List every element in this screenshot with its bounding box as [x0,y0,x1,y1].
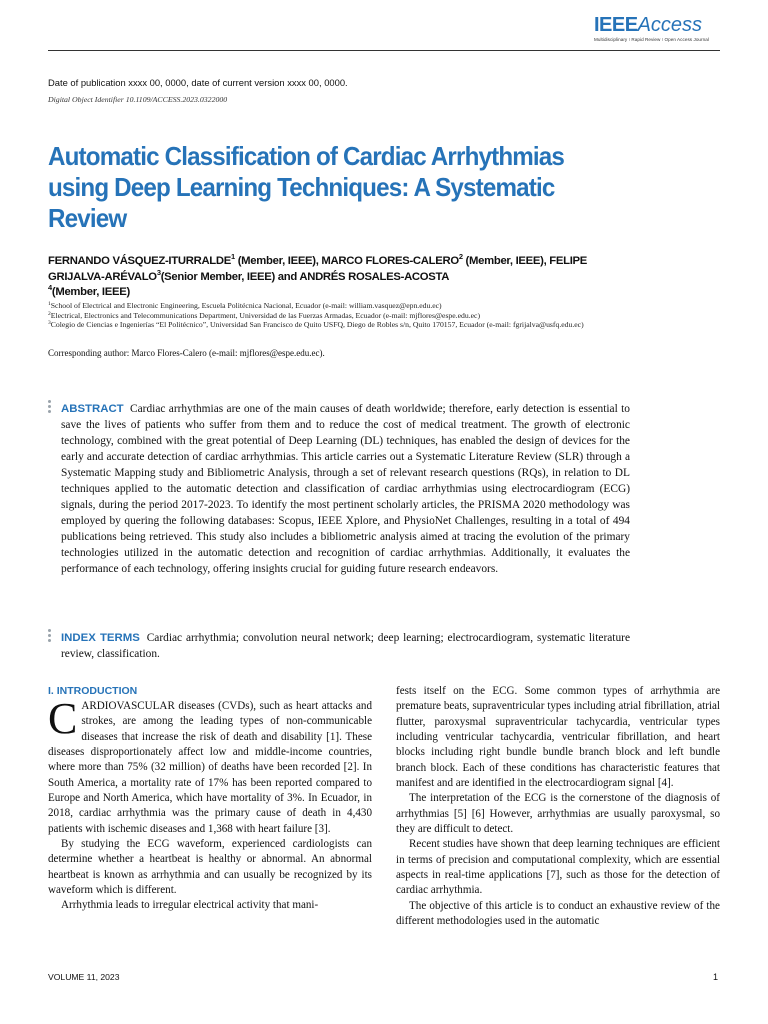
abstract-dots-icon [48,400,51,415]
logo-tagline: Multidisciplinary ⁝ Rapid Review ⁝ Open Access Journal [594,37,709,42]
author-2: (Member, IEEE), MARCO FLORES-CALERO [234,255,459,267]
body-column-right [396,684,720,930]
affiliation-1-text: School of Electrical and Electronic Engineering, Escuela Politécnica Nacional, Ecuador (e-mail: william.vasquez@epn.edu.ec) [50,301,442,310]
affiliation-2-text: Electrical, Electronics and Telecommunications Department, Universidad de las Fuerzas Armadas, Ecuador (e-mail: mjflores@espe.edu.ec) [50,310,481,320]
affiliation-1 [48,301,608,311]
affiliation-3 [48,320,608,330]
index-terms-label: INDEX TERMS [61,632,140,644]
affiliation-2 [48,311,608,321]
publication-date: Date of publication xxxx 00, 0000, date of current version xxxx 00, 0000. [48,77,348,88]
abstract-text: Cardiac arrhythmias are one of the main causes of death worldwide; therefore, early detection is essential to save the lives of patients who suffer from them and to reduce the cost of medical treatment. The growth of electronic technology, combined with the great potential of Deep Learning (DL) techniques, has enabled the design of devices for the early and accurate detection of cardiac arrhythmias. This article carries out a Systematic Literature Review (SLR) through a Systematic Mapping study and Bibliometric Analysis, through a set of relevant research questions (RQs), in relation to DL techniques applied to the automatic detection and classification of cardiac arrhythmias using electrocardiogram (ECG) signals, during the period 2017-2023. To identify the most pertinent scholarly articles, the PRISMA 2020 methodology was employed by quering the following databases: Scopus, IEEE Xplore, and PhysioNet Challenges, resulting in a total of 494 publications being retrieved. This study also includes a bibliometric analysis aimed at tracing the evolution of the primary technologies utilized in the automatic detection and recognition of cardiac arrhythmias. Additionally, it evaluates the performance of each technology, offering insights crucial for guiding future research endeavors. [61,403,630,575]
paper-title: Automatic Classification of Cardiac Arrhythmias using Deep Learning Techniques: A Systematic Review [48,141,565,233]
abstract [61,402,630,577]
index-terms-text: Cardiac arrhythmia; convolution neural network; deep learning; electrocardiogram, systematic literature review, classification. [61,632,630,660]
intro-paragraph-5: Recent studies have shown that deep learning techniques are efficient in terms of precision and computational complexity, which are essential aspects in real-time applications [7], such as those for the detection of cardiac arrhythmia. [396,838,720,897]
index-terms [61,631,630,663]
affiliation-3-text: Colegio de Ciencias e Ingenierías “El Politécnico”, Universidad San Francisco de Quito USFQ, Diego de Robles s/n, Quito 170157, Ecuador (e-mail: fgrijalva@usfq.edu.ec) [50,320,584,330]
index-terms-dots-icon [48,629,51,644]
author-1-sup: 1 [231,252,235,261]
intro-first-word: ARDIOVASCULAR [81,700,175,712]
affiliations [48,301,608,330]
author-3: (Member, IEEE), FELIPE GRIJALVA-ARÉVALO [48,255,588,283]
intro-paragraph-4: The interpretation of the ECG is the cornerstone of the diagnosis of arrhythmias [5] [6] However, arrhythmias are usually paroxysmal, so they are difficult to detect. [396,792,720,836]
footer-page-number: 1 [712,972,718,982]
author-1: FERNANDO VÁSQUEZ-ITURRALDE [48,255,231,267]
author-list [48,254,588,301]
journal-logo [594,14,714,43]
affiliation-1-sup: 1 [48,301,51,307]
logo-access: Access [637,14,703,36]
body-column-left [48,684,372,914]
intro-paragraph-1-text: diseases (CVDs), such as heart attacks and strokes, are among the leading types of non-communicable diseases that increase the risk of death and disability [1]. These diseases disproportionately affect low and middle-income countries, where more than 75% (32 million) of deaths have been recorded [2]. In South America, a mortality rate of 17% has been reported compared to Europe and North America, which have mortality of 3%. In Ecuador, in 2018, cardiac arrhythmia was the primary cause of death in 4,430 patients with ischemic diseases and 1,368 with heart failure [3]. [48,700,372,835]
author-4-sup: 4 [48,283,52,292]
author-4-role: (Member, IEEE) [51,286,130,298]
affiliation-2-sup: 2 [48,310,51,317]
header-rule [48,50,720,51]
corresponding-author: Corresponding author: Marco Flores-Calero (e-mail: mjflores@espe.edu.ec). [48,348,325,358]
intro-paragraph-2: By studying the ECG waveform, experienced cardiologists can determine whether a heartbeat is healthy or abnormal. An abnormal heartbeat is known as arrhythmia and can usually be recognized by its waveform which is different. [48,838,372,897]
intro-paragraph-3-cont: fests itself on the ECG. Some common types of arrhythmia are premature beats, supraventricular types including atrial fibrillation, atrial flutter, paroxysmal supraventricular tachycardia, ventricular types including ventricular tachycardia, ventricular fibrillation, and heart blocks including right bundle bundle branch block and left bundle branch block. Each of these conditions has characteristic features that manifest and are identified in the electrocardiogram signal [4]. [396,685,720,790]
author-2-sup: 2 [458,252,463,261]
doi: Digital Object Identifier 10.1109/ACCESS.2023.0322000 [48,95,228,104]
abstract-label: ABSTRACT [61,403,124,415]
affiliation-3-sup: 3 [48,320,51,327]
intro-paragraph-6: The objective of this article is to conduct an exhaustive review of the different methodologies used in the automatic [396,899,720,928]
intro-paragraph-3-start: Arrhythmia leads to irregular electrical activity that mani- [61,899,319,912]
footer-volume: VOLUME 11, 2023 [48,972,120,982]
section-heading: I. INTRODUCTION [48,685,138,697]
drop-cap: C [48,694,78,743]
logo-ieee: IEEE [594,14,638,36]
intro-paragraph-1 [48,694,372,837]
author-4: (Senior Member, IEEE) and ANDRÉS ROSALES-ACOSTA [160,270,450,283]
author-3-sup: 3 [156,267,161,277]
